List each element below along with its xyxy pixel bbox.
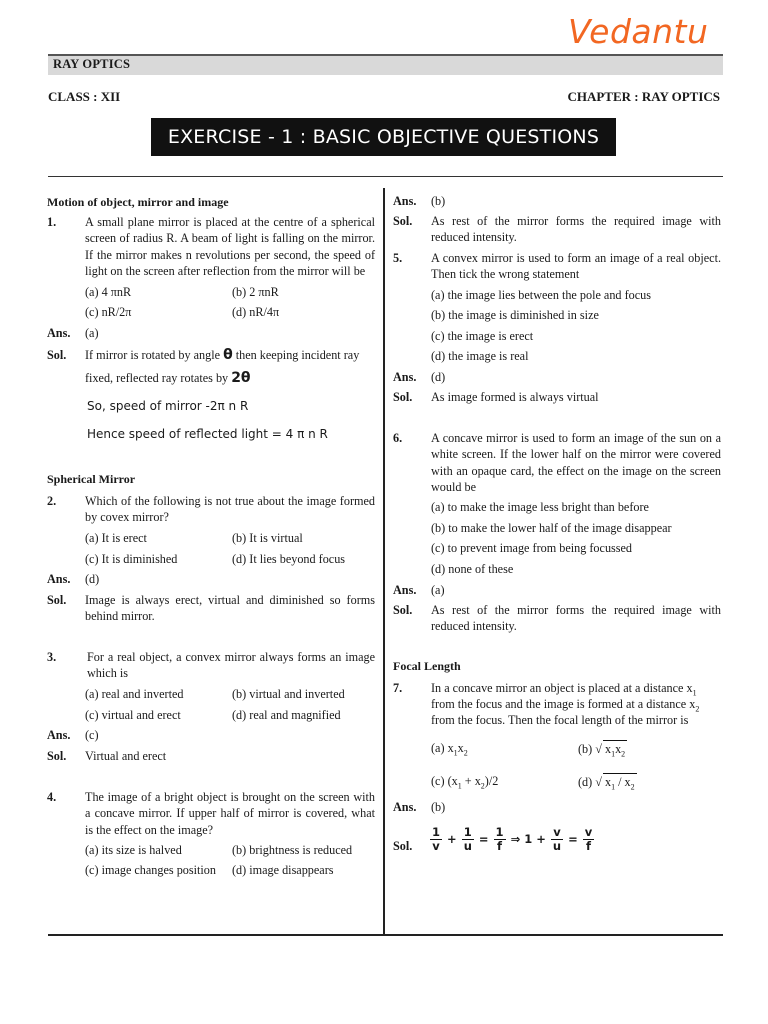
q2-answer: (d) (85, 572, 100, 586)
q4-answer: (b) (431, 194, 446, 208)
q3-answer-label: Ans. (47, 728, 71, 742)
exercise-banner: EXERCISE - 1 : BASIC OBJECTIVE QUESTIONS (151, 118, 616, 156)
subject-bar (48, 56, 723, 75)
q6-text: A concave mirror is used to form an image of the sun on a white screen. If the lower half on the mirror were covered with an opaque card, the effect on the image on the screen would be (431, 431, 721, 495)
q6-option-c: (c) to prevent image from being focussed (431, 541, 633, 555)
q3-solution: Virtual and erect (85, 749, 167, 763)
q5-option-b: (b) the image is diminished in size (431, 308, 599, 322)
q1-option-d: (d) nR/4π (232, 305, 280, 319)
q3-answer: (c) (85, 728, 99, 742)
q3-text: For a real object, a convex mirror always forms an image which is (87, 650, 375, 681)
q5-solution: As image formed is always virtual (431, 390, 599, 404)
section-rule (48, 176, 723, 177)
q7-option-a: (a) $x_1x_2$ (431, 741, 468, 758)
q4-text: The image of a bright object is brought on the screen with a concave mirror. If upper half of mirror is covered, what is the effect on the image? (85, 790, 375, 837)
q1-option-a: (a) 4 πnR (85, 285, 132, 299)
q1-solution-line1: If mirror is rotated by angle θ then keeping incident ray (85, 347, 360, 363)
q1-solution-line4: Hence speed of reflected light = 4 π n R (87, 427, 328, 441)
q1-text: A small plane mirror is placed at the centre of a spherical screen of radius R. A beam of light is falling on the mirror. If the mirror makes n revolutions per second, the speed of light on the screen after reflection from the mirror will be (85, 215, 375, 279)
q7-text-line3: from the focus. Then the focal length of the mirror is (431, 713, 689, 727)
q6-option-a: (a) to make the image less bright than before (431, 500, 649, 514)
q1-option-c: (c) nR/2π (85, 305, 132, 319)
q2-option-d: (d) It lies beyond focus (232, 552, 346, 566)
q4-number: 4. (47, 790, 57, 804)
sqrt-icon: √ (595, 775, 602, 789)
q7-answer: (b) (431, 800, 446, 814)
q5-answer: (d) (431, 370, 446, 384)
q1-solution-line2: fixed, reflected ray rotates by 2θ (85, 370, 251, 386)
q5-number: 5. (393, 251, 403, 265)
q1-option-b: (b) 2 πnR (232, 285, 279, 299)
q4-option-b: (b) brightness is reduced (232, 843, 353, 857)
q7-solution-label: Sol. (393, 839, 413, 853)
q2-option-b: (b) It is virtual (232, 531, 303, 545)
q2-solution: Image is always erect, virtual and diminished so forms behind mirror. (85, 593, 375, 624)
mirror-formula: $\frac{1}{v}$ + $\frac{1}{u}$ = $\frac{1}{f}$ ⇒ 1 + $\frac{v}{u}$ = $\frac{v}{f}$ (432, 825, 593, 853)
brand-name: Vedantu (568, 12, 709, 51)
two-theta-symbol: 2θ (231, 370, 251, 386)
q5-option-a: (a) the image lies between the pole and focus (431, 288, 651, 302)
q4-option-a: (a) its size is halved (85, 843, 182, 857)
q5-text: A convex mirror is used to form an image of a real object. Then tick the wrong statement (431, 251, 721, 282)
column-divider (383, 188, 385, 934)
q7-option-d: (d) √ $x_1 / x_2$ (578, 773, 637, 796)
q1-number: 1. (47, 215, 57, 229)
q2-option-c: (c) It is diminished (85, 552, 178, 566)
subject-label: RAY OPTICS (53, 57, 131, 71)
q3-number: 3. (47, 650, 57, 664)
q3-option-a: (a) real and inverted (85, 687, 184, 701)
section-heading-motion: Motion of object, mirror and image (47, 195, 229, 209)
q7-option-c: (c) $(x_1 + x_2)/2$ (431, 774, 499, 791)
class-label: CLASS : XII (48, 89, 121, 104)
q7-option-b: (b) √ $x_1x_2$ (578, 740, 627, 763)
q7-answer-label: Ans. (393, 800, 417, 814)
q6-option-d: (d) none of these (431, 562, 514, 576)
q7-text-line1: In a concave mirror an object is placed at a distance $x_1$ (431, 681, 697, 698)
q3-solution-label: Sol. (47, 749, 67, 763)
q1-answer-label: Ans. (47, 326, 71, 340)
fraction-v-over-u: $\frac{v}{u}$ (552, 825, 562, 853)
q2-answer-label: Ans. (47, 572, 71, 586)
vedantu-logo (568, 12, 718, 54)
q5-solution-label: Sol. (393, 390, 413, 404)
fraction-1-over-u: $\frac{1}{u}$ (463, 825, 472, 853)
q1-solution-label: Sol. (47, 348, 67, 362)
q4-option-d: (d) image disappears (232, 863, 334, 877)
fraction-1-over-f: $\frac{1}{f}$ (495, 825, 504, 853)
chapter-label: CHAPTER : RAY OPTICS (567, 89, 720, 104)
sqrt-icon: √ (595, 742, 602, 756)
q4-solution: As rest of the mirror forms the required image with reduced intensity. (431, 214, 721, 245)
q3-option-c: (c) virtual and erect (85, 708, 181, 722)
q4-answer-label: Ans. (393, 194, 417, 208)
q5-option-c: (c) the image is erect (431, 329, 534, 343)
q3-option-d: (d) real and magnified (232, 708, 341, 722)
q6-number: 6. (393, 431, 403, 445)
q2-number: 2. (47, 494, 57, 508)
q5-answer-label: Ans. (393, 370, 417, 384)
q3-option-b: (b) virtual and inverted (232, 687, 345, 701)
q4-solution-label: Sol. (393, 214, 413, 228)
q1-answer: (a) (85, 326, 99, 340)
footer-rule (48, 934, 723, 936)
q4-option-c: (c) image changes position (85, 863, 216, 877)
fraction-1-over-v: $\frac{1}{v}$ (432, 825, 441, 853)
q6-answer-label: Ans. (393, 583, 417, 597)
q7-text-line2: from the focus and the image is formed at a distance $x_2$ (431, 697, 700, 714)
q6-option-b: (b) to make the lower half of the image disappear (431, 521, 672, 535)
q6-solution: As rest of the mirror forms the required image with reduced intensity. (431, 603, 721, 634)
section-heading-spherical: Spherical Mirror (47, 472, 136, 486)
q7-number: 7. (393, 681, 403, 695)
q2-text: Which of the following is not true about the image formed by covex mirror? (85, 494, 375, 525)
implies-arrow-icon: ⇒ (510, 832, 521, 846)
fraction-v-over-f: $\frac{v}{f}$ (584, 825, 593, 853)
q6-solution-label: Sol. (393, 603, 413, 617)
q5-option-d: (d) the image is real (431, 349, 529, 363)
section-heading-focal: Focal Length (393, 659, 461, 673)
q6-answer: (a) (431, 583, 445, 597)
theta-symbol: θ (223, 347, 233, 363)
q2-solution-label: Sol. (47, 593, 67, 607)
q1-solution-line3: So, speed of mirror -2π n R (87, 399, 249, 413)
q2-option-a: (a) It is erect (85, 531, 147, 545)
